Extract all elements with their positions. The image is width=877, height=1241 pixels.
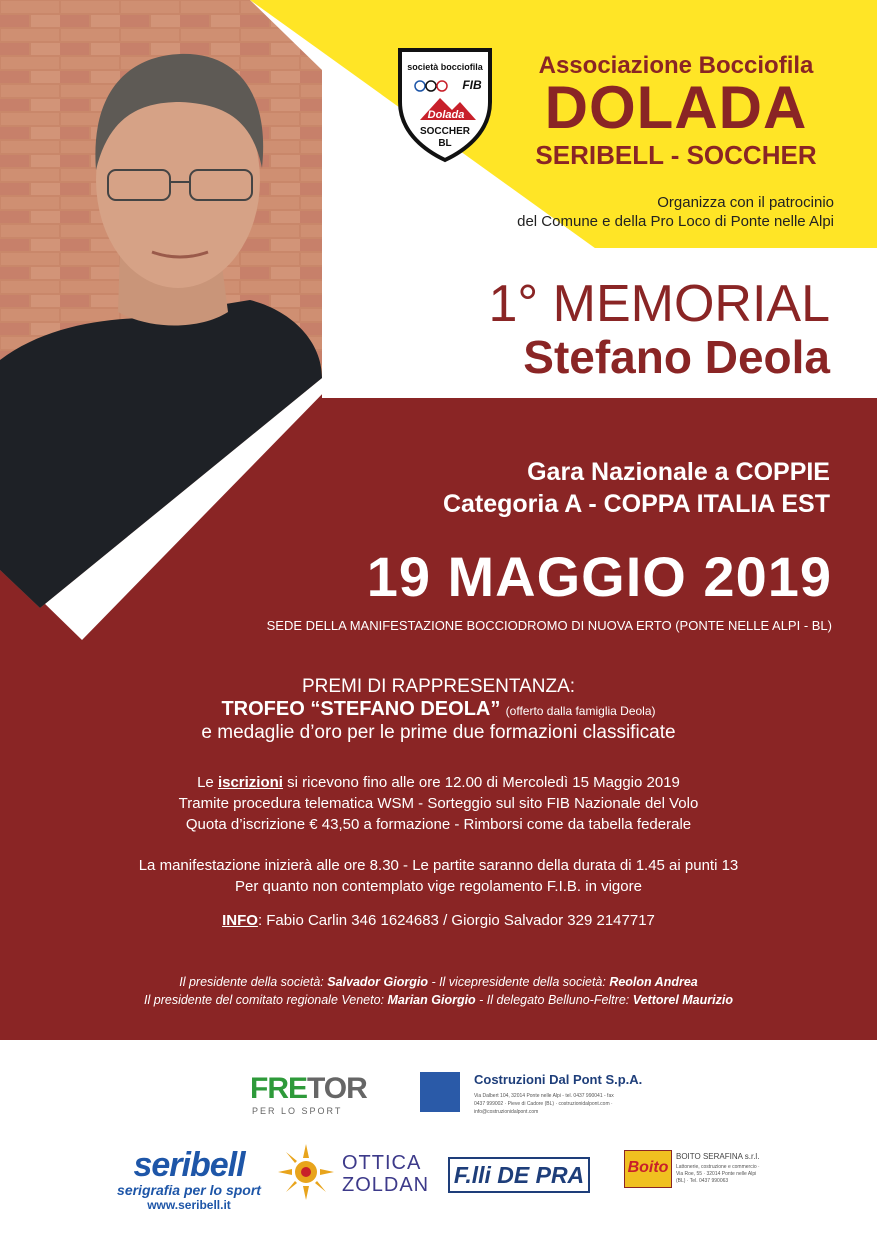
info-text: : Fabio Carlin 346 1624683 / Giorgio Salvador 329 2147717	[257, 912, 655, 929]
boito-address: Lattonerie, costruzione e commercio · Via Roe, 55 · 32014 Ponte nelle Alpi (BL) · Tel. 0437 990063	[676, 1164, 760, 1184]
official-name-3: Marian Giorgio	[387, 993, 476, 1007]
sponsor-fretor	[250, 1072, 380, 1130]
rules-line-2: Per quanto non contemplato vige regolamento F.I.B. in vigore	[235, 878, 642, 895]
logo-text-4: SOCCHER	[419, 126, 471, 137]
sponsor-de-pra	[448, 1157, 590, 1193]
association-label: Associazione Bocciofila	[538, 52, 814, 79]
sponsor-dal-pont	[420, 1070, 643, 1132]
patronage-text	[480, 193, 834, 231]
memorial-title: 1° MEMORIAL	[488, 275, 830, 333]
prizes-section	[100, 676, 777, 744]
boito-logo-text: Boito	[627, 1159, 669, 1176]
fretor-main: FRE	[250, 1072, 307, 1105]
official-label-2: - Il vicepresidente della società:	[427, 975, 610, 989]
info-label: INFO	[222, 912, 258, 929]
fretor-sub: PER LO SPORT	[252, 1106, 343, 1116]
dal-pont-name: Costruzioni Dal Pont S.p.A.	[474, 1072, 643, 1087]
logo-text-2: FIB	[462, 78, 482, 92]
seribell-url: www.seribell.it	[147, 1198, 231, 1212]
registration-keyword: iscrizioni	[217, 774, 283, 791]
competition-line-1: Gara Nazionale a COPPIE	[527, 458, 830, 486]
logo-text-1: società bocciofila	[407, 62, 483, 72]
boito-logo	[624, 1150, 672, 1188]
contact-info	[60, 912, 817, 929]
trophy-name: TROFEO “STEFANO DEOLA”	[221, 698, 501, 720]
official-name-2: Reolon Andrea	[609, 975, 698, 989]
prizes-heading: PREMI DI RAPPRESENTANZA:	[301, 676, 576, 697]
rules-section	[60, 855, 817, 897]
medals-text: e medaglie d’oro per le prime due formazioni classificate	[201, 722, 676, 743]
boito-name: BOITO SERAFINA s.r.l.	[676, 1152, 760, 1161]
club-subtitle: SERIBELL - SOCCHER	[535, 140, 817, 170]
rules-line-1: La manifestazione inizierà alle ore 8.30 - Le partite saranno della durata di 1.45 ai punti 13	[138, 857, 739, 874]
official-label-1: Il presidente della società:	[179, 975, 328, 989]
sun-icon	[278, 1144, 334, 1200]
dal-pont-address: Via Dalbert 104, 32014 Ponte nelle Alpi - tel. 0437 990041 - fax 0437 999002 · Pieve di Cadore (BL) · costruzionidalpont.com · info@costruzionidalpont.com	[474, 1093, 614, 1115]
club-name: DOLADA	[544, 74, 808, 141]
official-label-3: Il presidente del comitato regionale Veneto:	[144, 993, 388, 1007]
seribell-tagline: serigrafia per lo sport	[117, 1182, 261, 1198]
officials-section	[60, 973, 817, 1009]
competition-line-2: Categoria A - COPPA ITALIA EST	[442, 490, 830, 518]
patronage-line-1: Organizza con il patrocinio	[657, 194, 834, 211]
competition-info	[330, 456, 830, 520]
event-date: 19 MAGGIO 2019	[366, 545, 832, 608]
sponsor-ottica-zoldan	[278, 1142, 428, 1202]
official-label-4: - Il delegato Belluno-Feltre:	[475, 993, 633, 1007]
registration-le: Le	[197, 774, 214, 791]
de-pra-logo: F.lli DE PRA	[453, 1162, 585, 1188]
logo-text-3: Dolada	[427, 109, 465, 121]
registration-line-3: Quota d’iscrizione € 43,50 a formazione - Rimborsi come da tabella federale	[185, 816, 692, 833]
registration-line-1: si ricevono fino alle ore 12.00 di Mercoledì 15 Maggio 2019	[287, 774, 680, 791]
memorial-name: Stefano Deola	[523, 331, 830, 383]
official-name-1: Salvador Giorgio	[327, 975, 428, 989]
dal-pont-logo-icon	[420, 1072, 460, 1112]
seribell-logo: seribell	[133, 1146, 245, 1184]
logo-text-5: BL	[438, 138, 452, 149]
patronage-line-2: del Comune e della Pro Loco di Ponte nelle Alpi	[517, 213, 834, 230]
registration-section	[60, 772, 817, 835]
club-logo	[390, 42, 500, 164]
sponsor-seribell	[114, 1148, 264, 1218]
event-venue: SEDE DELLA MANIFESTAZIONE BOCCIODROMO DI NUOVA ERTO (PONTE NELLE ALPI - BL)	[266, 618, 832, 633]
ottica-line-2: ZOLDAN	[342, 1174, 430, 1196]
official-name-4: Vettorel Maurizio	[632, 993, 733, 1007]
sponsor-boito	[624, 1148, 764, 1208]
trophy-offered-by: (offerto dalla famiglia Deola)	[505, 704, 656, 718]
ottica-line-1: OTTICA	[342, 1152, 422, 1174]
fretor-tail: TOR	[307, 1072, 367, 1105]
registration-line-2: Tramite procedura telematica WSM - Sorteggio sul sito FIB Nazionale del Volo	[178, 795, 699, 812]
